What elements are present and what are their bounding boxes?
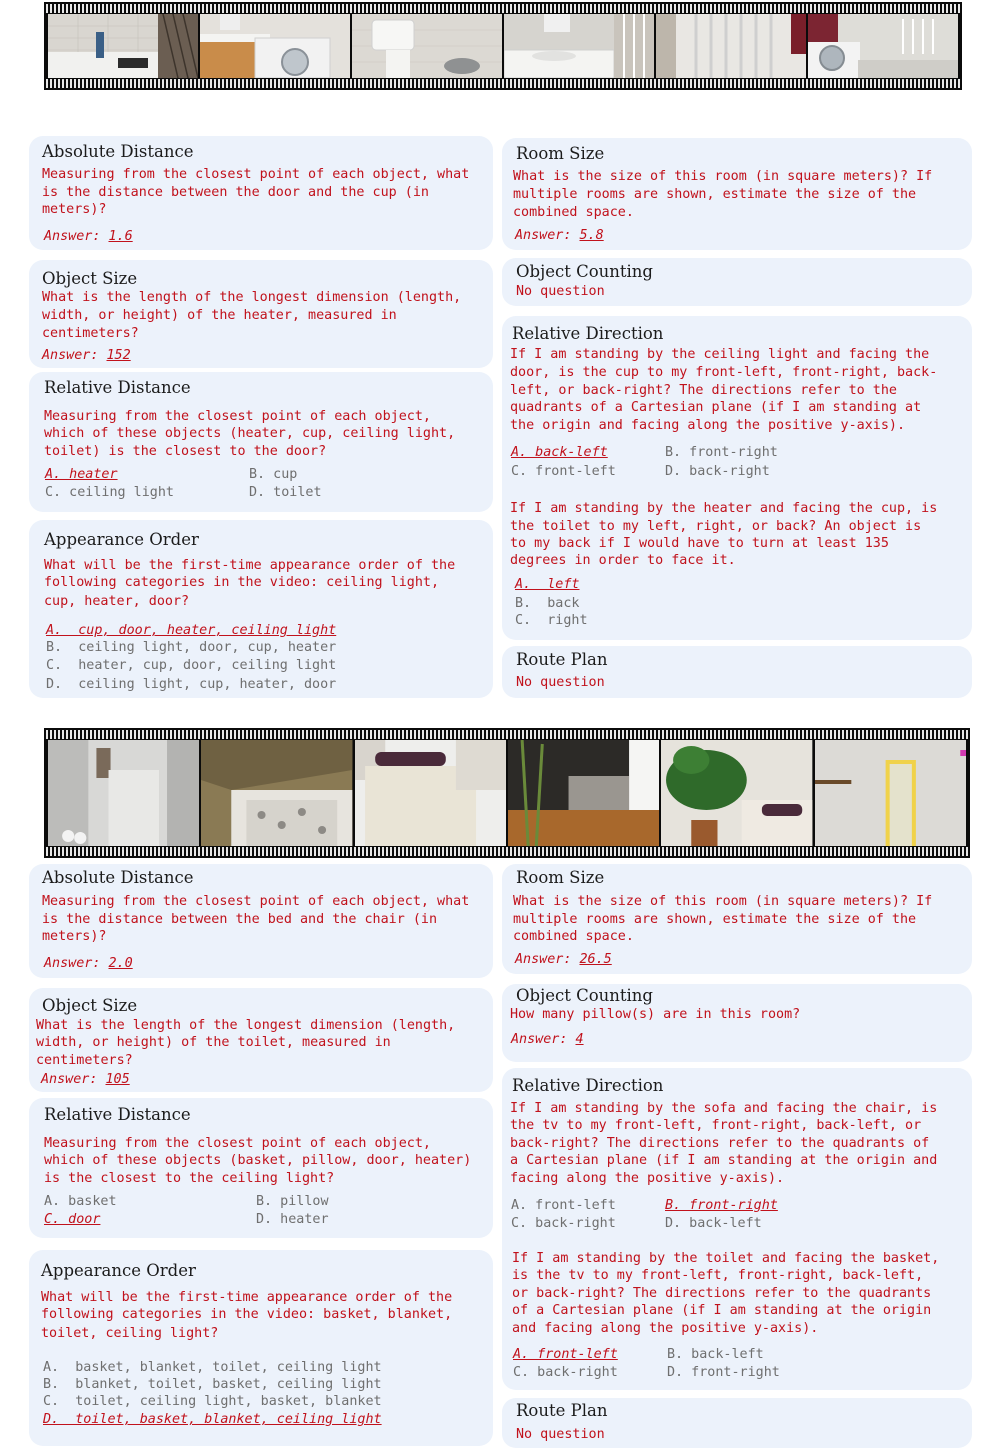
question-line: toilet, ceiling light? [41,1326,219,1341]
question-line: width, or height) of the heater, measured in [42,308,397,323]
option-b: B. back-left [667,1347,764,1362]
question-line: Measuring from the closest point of each object, [44,1136,431,1151]
section-title-absolute-distance: Absolute Distance [42,868,194,887]
answer-label: Answer: [515,952,572,967]
film-perforation [44,847,970,856]
question-line: a Cartesian plane (if I am standing at the origin and [510,1153,938,1168]
section-title-route-plan: Route Plan [516,650,608,669]
section-title-relative-direction: Relative Direction [512,1076,664,1095]
section-title-room-size: Room Size [516,868,605,887]
option-d: D. front-right [667,1365,780,1380]
question-line: width, or height) of the toilet, measured in [36,1035,391,1050]
answer-label: Answer: [42,348,99,363]
video-frame-living-room-tv [508,740,659,846]
option-c: C. back-right [511,1216,616,1231]
answer-label: Answer: [511,1032,568,1047]
question-line: is the tv to my front-left, front-right, back-left, [512,1268,924,1283]
question-line: What is the size of this room (in square meters)? If [513,169,933,184]
video-frame-bathtub [48,14,198,78]
film-strip-2 [44,728,970,858]
question-line: facing along the positive y-axis). [510,1171,785,1186]
answer-label: Answer: [41,1072,98,1087]
question-line: and facing along the positive y-axis). [512,1321,819,1336]
question-line: left, or back-right? The directions refer to the [510,383,897,398]
question-line: combined space. [513,929,634,944]
question-line: centimeters? [42,326,139,341]
option-d: D. back-left [665,1216,762,1231]
answer-value: 152 [106,348,131,363]
question-line: What is the size of this room (in square meters)? If [513,894,933,909]
option-b: B. back [515,596,580,611]
video-frame-washing-machine [200,14,350,78]
question-line: the tv to my front-left, front-right, back-left, or [510,1118,922,1133]
option-c: C. front-left [511,464,616,479]
question-line: What will be the first-time appearance order of the [41,1290,453,1305]
option-b: B. blanket, toilet, basket, ceiling light [43,1377,382,1392]
film-perforation [44,79,962,88]
section-title-appearance-order: Appearance Order [41,1261,196,1280]
section-title-object-size: Object Size [42,996,138,1015]
question-line: the toilet to my left, right, or back? An object is [510,519,922,534]
question-line: is the distance between the bed and the chair (in [42,912,438,927]
question-line: centimeters? [36,1053,133,1068]
answer-label: Answer: [44,229,101,244]
question-line: What will be the first-time appearance order of the [44,558,456,573]
video-frame-doorway [815,740,966,846]
question-line: degrees in order to face it. [510,553,736,568]
option-d: D. heater [256,1212,329,1227]
question-line: following categories in the video: basket, blanket, [41,1307,453,1322]
video-frame-sink [504,14,654,78]
question-line: toilet) is the closest to the door? [44,444,327,459]
option-a-correct: A. back-left [511,445,608,460]
section-title-object-counting: Object Counting [516,262,653,281]
question-line: multiple rooms are shown, estimate the size of the [513,912,917,927]
question-line: the origin and facing along the positive y-axis). [510,418,906,433]
answer-value: 4 [575,1032,584,1047]
option-c: C. heater, cup, door, ceiling light [46,658,337,673]
video-frame-heater [656,14,806,78]
section-title-relative-direction: Relative Direction [512,324,664,343]
question-line: combined space. [513,205,634,220]
video-frame-bathroom-ceiling [201,740,352,846]
question-line: What is the length of the longest dimension (length, [36,1018,456,1033]
question-line: or back-right? The directions refer to the quadrants [512,1286,932,1301]
question-line: quadrants of a Cartesian plane (if I am standing at [510,400,922,415]
video-frame-shower [48,740,199,846]
no-question-text: No question [516,284,605,299]
question-line: which of these objects (heater, cup, ceiling light, [44,426,456,441]
question-line: cup, heater, door? [44,594,190,609]
video-frame-plants [661,740,812,846]
option-d: D. back-right [665,464,770,479]
no-question-text: No question [516,675,605,690]
answer-label: Answer: [44,956,101,971]
question-line: Measuring from the closest point of each object, what [42,167,470,182]
question-line: door, is the cup to my front-left, front-right, back- [510,365,938,380]
option-b-correct: B. front-right [665,1198,778,1213]
option-b: B. pillow [256,1194,329,1209]
answer-line [511,1031,584,1049]
option-c-correct: C. door [44,1212,101,1227]
answer-line [42,347,131,365]
option-c: C. ceiling light [45,485,174,500]
option-c: C. back-right [513,1365,618,1380]
section-title-absolute-distance: Absolute Distance [42,142,194,161]
section-title-object-counting: Object Counting [516,986,653,1005]
option-a-correct: A. cup, door, heater, ceiling light [46,623,337,638]
section-title-relative-distance: Relative Distance [44,378,191,397]
video-frame-washer-hallway [808,14,958,78]
film-strip-1 [44,2,962,90]
answer-line [515,227,604,245]
answer-value: 5.8 [579,228,604,243]
film-perforation [44,730,970,739]
section-title-relative-distance: Relative Distance [44,1105,191,1124]
question-line: Measuring from the closest point of each object, what [42,894,470,909]
question-line: How many pillow(s) are in this room? [510,1007,801,1022]
question-line: is the distance between the door and the cup (in [42,185,429,200]
section-title-room-size: Room Size [516,144,605,163]
option-a-correct: A. front-left [513,1347,618,1362]
question-line: Measuring from the closest point of each object, [44,409,431,424]
question-line: What is the length of the longest dimension (length, [42,290,462,305]
no-question-text: No question [516,1427,605,1442]
question-line: If I am standing by the sofa and facing the chair, is [510,1101,938,1116]
question-line: multiple rooms are shown, estimate the size of the [513,187,917,202]
question-line: If I am standing by the toilet and facing the basket, [512,1251,940,1266]
option-d-correct: D. toilet, basket, blanket, ceiling light [43,1412,382,1427]
question-line: which of these objects (basket, pillow, door, heater) [44,1153,472,1168]
section-title-object-size: Object Size [42,269,138,288]
option-a-correct: A. left [515,577,580,592]
video-frame-bed [355,740,506,846]
option-a: A. basket [44,1194,117,1209]
answer-label: Answer: [515,228,572,243]
answer-value: 1.6 [108,229,133,244]
question-line: of a Cartesian plane (if I am standing at the origin [512,1303,932,1318]
option-d: D. toilet [249,485,322,500]
film-perforation [44,4,962,13]
question-line: is the closest to the ceiling light? [44,1171,335,1186]
section-title-route-plan: Route Plan [516,1401,608,1420]
option-a: A. front-left [511,1198,616,1213]
question-line: If I am standing by the ceiling light and facing the [510,347,930,362]
question-line: meters)? [42,929,107,944]
option-c: C. toilet, ceiling light, basket, blanket [43,1394,382,1409]
question-line: following categories in the video: ceiling light, [44,575,440,590]
answer-line [515,951,612,969]
option-c: C. right [515,613,588,628]
answer-value: 26.5 [579,952,612,967]
answer-value: 2.0 [108,956,133,971]
question-line: meters)? [42,202,107,217]
answer-line [41,1071,130,1089]
answer-line [44,228,133,246]
option-d: D. ceiling light, cup, heater, door [46,677,337,692]
option-a-correct: A. heater [45,467,118,482]
option-b: B. cup [249,467,298,482]
question-line: to my back if I would have to turn at least 135 [510,536,889,551]
question-line: If I am standing by the heater and facing the cup, is [510,501,938,516]
answer-line [44,955,133,973]
option-b: B. ceiling light, door, cup, heater [46,640,337,655]
question-line: back-right? The directions refer to the quadrants of [510,1136,930,1151]
option-a: A. basket, blanket, toilet, ceiling light [43,1360,382,1375]
section-title-appearance-order: Appearance Order [44,530,199,549]
option-b: B. front-right [665,445,778,460]
video-frame-toilet-tank [352,14,502,78]
answer-value: 105 [105,1072,130,1087]
